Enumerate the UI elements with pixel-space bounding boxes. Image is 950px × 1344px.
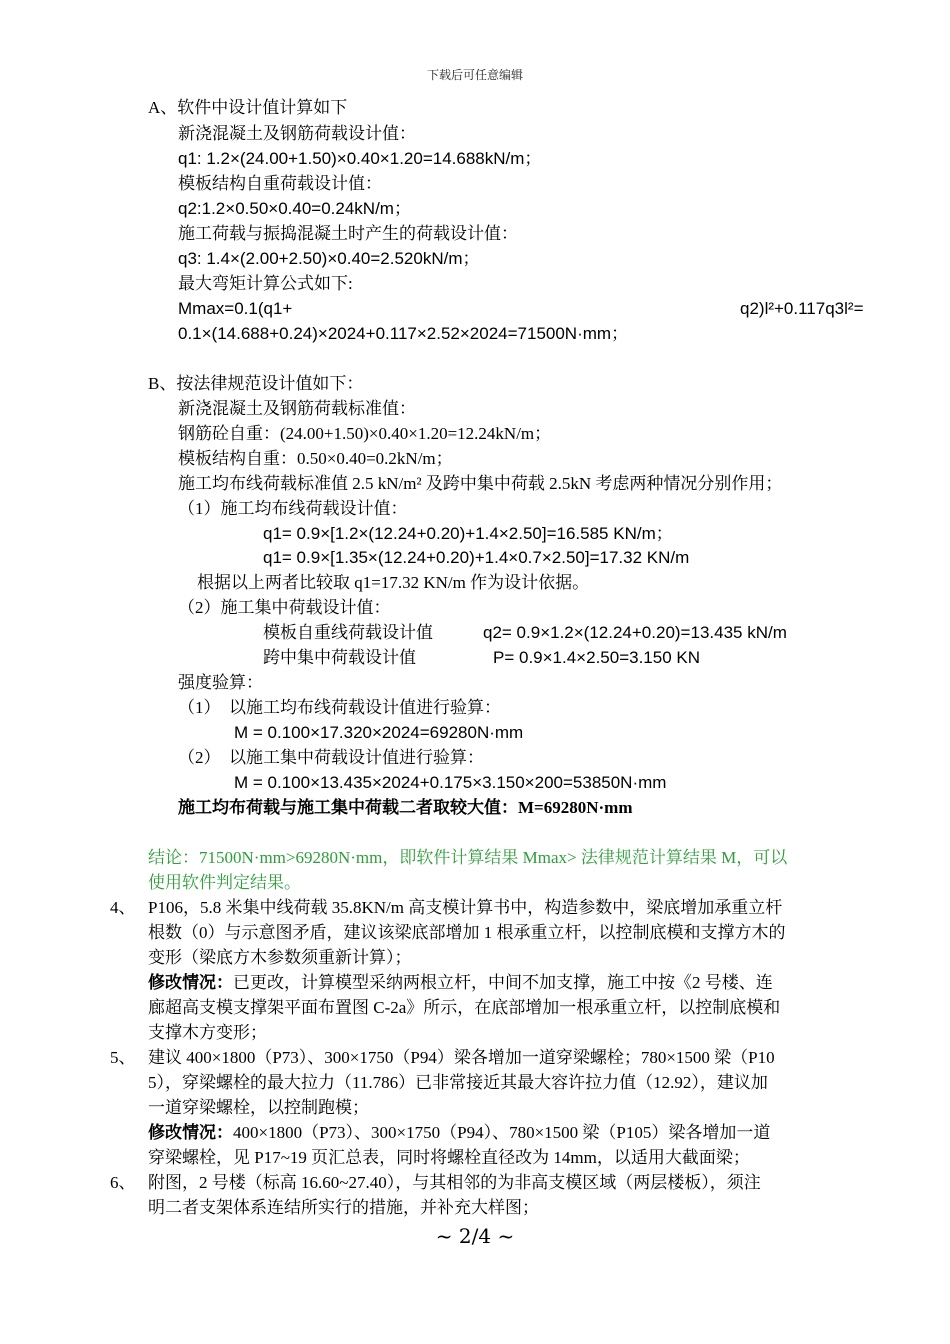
conclusion-line: 结论：71500N·mm>69280N·mm，即软件计算结果 Mmax> 法律规范计算结果 M，可以 [148,848,788,867]
formula-line: q2:1.2×0.50×0.40=0.24kN/m； [178,199,411,218]
page-header: 下载后可任意编辑 [426,68,523,82]
text-line: 跨中集中荷载设计值 [263,648,416,667]
item-number: 5、 [110,1048,136,1067]
formula-line: q2= 0.9×1.2×(12.24+0.20)=13.435 kN/m [483,623,787,642]
page-number: ~ 2/4 ~ [435,1224,515,1248]
text-line: 施工荷载与振捣混凝土时产生的荷载设计值： [178,224,518,243]
text-line: 最大弯矩计算公式如下: [178,274,353,293]
section-a-title: A、软件中设计值计算如下 [148,98,348,117]
text-line: 根数（0）与示意图矛盾，建议该梁底部增加 1 根承重立杆，以控制底模和支撑方木的 [148,923,786,942]
formula-line: q1: 1.2×(24.00+1.50)×0.40×1.20=14.688kN/m； [178,149,542,168]
text-line: （2） 以施工集中荷载设计值进行验算： [178,748,484,767]
revision-label: 修改情况： [148,1123,233,1142]
text-line: 明二者支架体系连结所实行的措施，并补充大样图； [148,1198,539,1217]
revision-line: 修改情况：已更改，计算模型采纳两根立杆，中间不加支撑，施工中按《2 号楼、连 [148,973,773,992]
formula-line: q1= 0.9×[1.35×(12.24+0.20)+1.4×0.7×2.50]=17.32 KN/m [263,548,690,567]
text-line: P106，5.8 米集中线荷载 35.8KN/m 高支模计算书中，构造参数中，梁底增加承重立杆 [148,898,783,917]
section-b-title: B、按法律规范设计值如下： [148,374,364,393]
text-line: 穿梁螺栓，见 P17~19 页汇总表，同时将螺栓直径改为 14mm，以适用大截面梁； [148,1148,750,1167]
revision-line: 修改情况：400×1800（P73）、300×1750（P94）、780×1500 梁（P105）梁各增加一道 [148,1123,771,1142]
result-line: 施工均布荷载与施工集中荷载二者取较大值：M=69280N·mm [178,798,633,817]
item-number: 4、 [110,898,136,917]
text-line: 5），穿梁螺栓的最大拉力（11.786）已非常接近其最大容许拉力值（12.92），建议加 [148,1073,768,1092]
text-line: 施工均布线荷载标准值 2.5 kN/m² 及跨中集中荷载 2.5kN 考虑两种情况分别作用； [178,474,783,493]
text-line: 廊超高支模支撑架平面布置图 C-2a》所示，在底部增加一根承重立杆，以控制底模和 [148,998,781,1017]
text-line: 模板结构自重荷载设计值： [178,174,382,193]
text-line: 根据以上两者比较取 q1=17.32 KN/m 作为设计依据。 [197,573,590,592]
text-line: 一道穿梁螺栓，以控制跑模； [148,1098,369,1117]
text-line: 模板结构自重：0.50×0.40=0.2kN/m； [178,449,453,468]
formula-line: M = 0.100×13.435×2024+0.175×3.150×200=53850N·mm [234,773,667,792]
formula-line: q1= 0.9×[1.2×(12.24+0.20)+1.4×2.50]=16.585 KN/m； [263,524,673,543]
revision-label: 修改情况： [148,973,233,992]
item-number: 6、 [110,1173,136,1192]
formula-line-left: Mmax=0.1(q1+ [178,299,293,318]
formula-line: 0.1×(14.688+0.24)×2024+0.117×2.52×2024=71500N·mm； [178,324,629,343]
formula-line-right: q2)l²+0.117q3l²= [740,299,864,318]
formula-line: q3: 1.4×(2.00+2.50)×0.40=2.520kN/m； [178,249,480,268]
text-line: （1）施工均布线荷载设计值： [178,499,408,518]
text-line: 建议 400×1800（P73）、300×1750（P94）梁各增加一道穿梁螺栓；780×1500 梁（P10 [148,1048,775,1067]
text-line: 新浇混凝土及钢筋荷载标准值： [178,399,416,418]
text-line: 支撑木方变形； [148,1023,267,1042]
formula-line: M = 0.100×17.320×2024=69280N·mm [234,723,524,742]
formula-line: P= 0.9×1.4×2.50=3.150 KN [493,648,701,667]
text-line: 强度验算： [178,673,263,692]
text-line: （1） 以施工均布线荷载设计值进行验算： [178,698,501,717]
conclusion-line: 使用软件判定结果。 [148,873,301,892]
text-line: 模板自重线荷载设计值 [263,623,433,642]
text-line: 新浇混凝土及钢筋荷载设计值： [178,124,416,143]
text-line: 钢筋砼自重：(24.00+1.50)×0.40×1.20=12.24kN/m； [178,424,552,443]
text-line: 变形（梁底方木参数须重新计算）； [148,948,412,967]
text-line: （2）施工集中荷载设计值： [178,598,391,617]
text-line: 附图，2 号楼（标高 16.60~27.40），与其相邻的为非高支模区域（两层楼板），须注 [148,1173,761,1192]
